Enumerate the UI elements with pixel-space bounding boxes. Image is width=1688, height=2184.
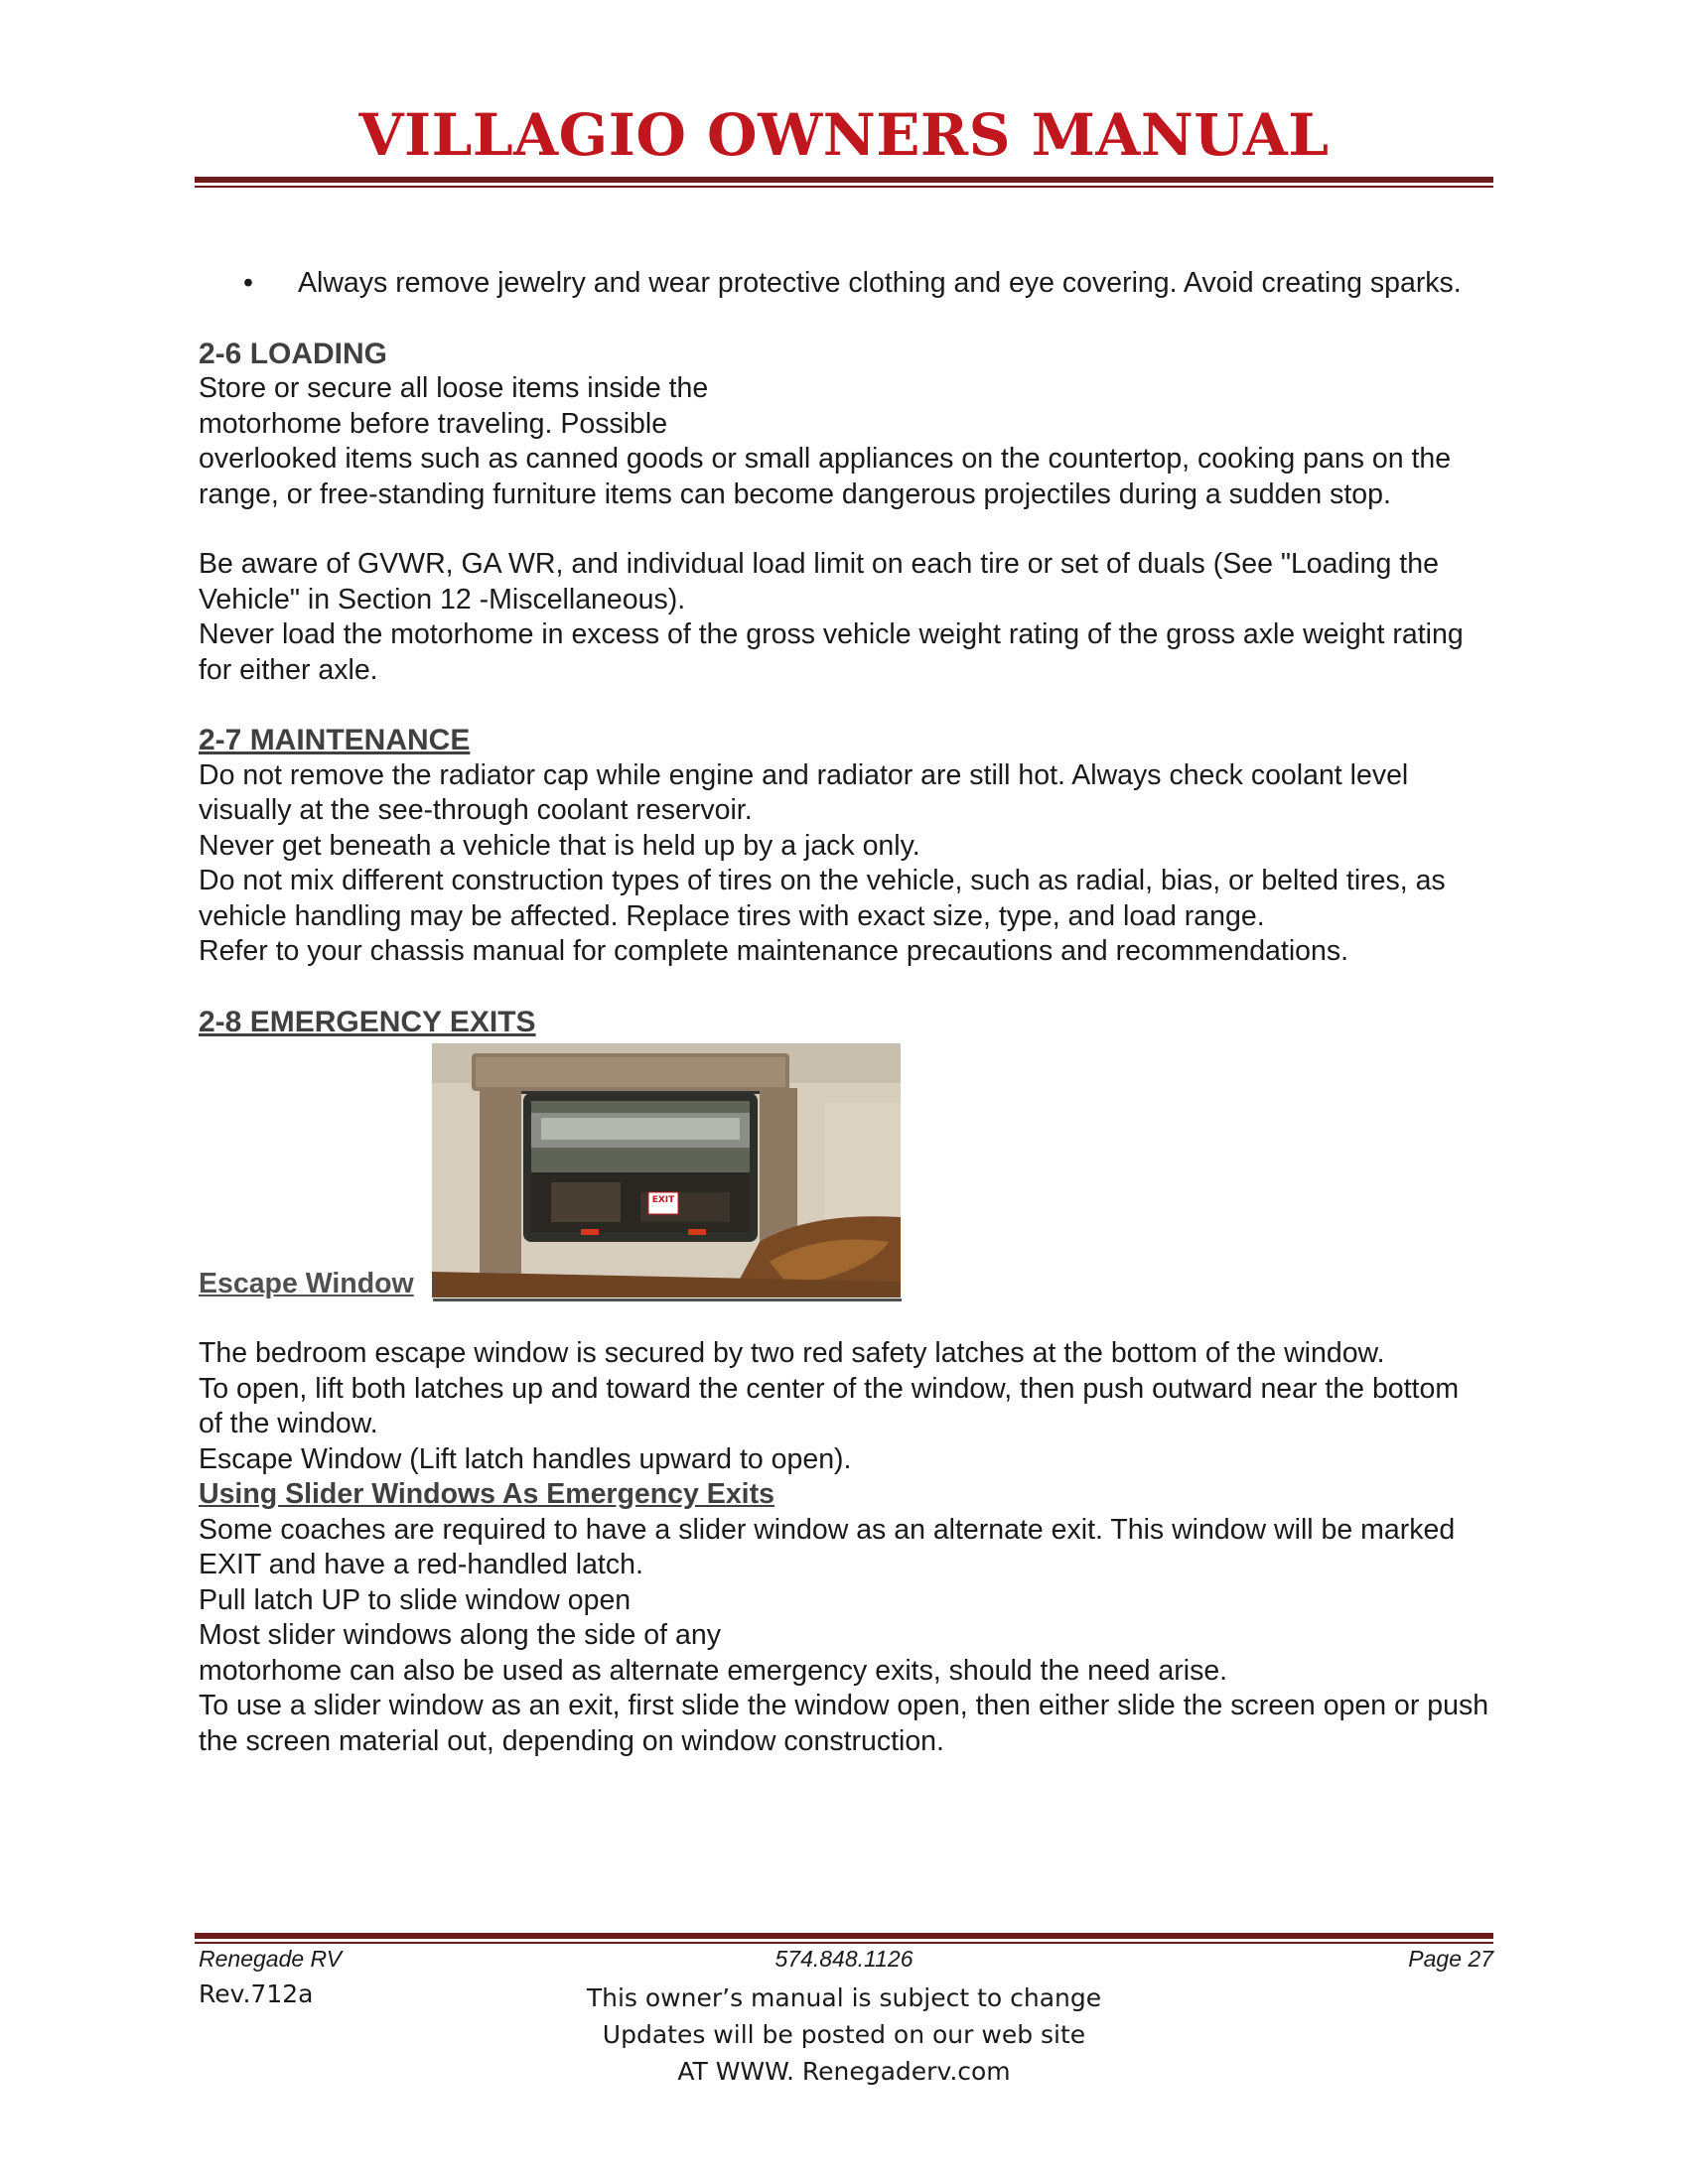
maintenance-line: Do not mix different construction types of tires on the vehicle, such as radial, bias, or belted tires, as vehicle handling may be affected. Replace tires with exact size, type, and load range.	[199, 865, 1446, 932]
loading-line: motorhome before traveling. Possible	[199, 407, 668, 440]
maintenance-line: Never get beneath a vehicle that is held up by a jack only.	[199, 829, 920, 862]
loading-line: Store or secure all loose items inside the	[199, 372, 709, 404]
header-rule	[195, 177, 1493, 188]
bullet-item	[199, 266, 1489, 302]
bullet-text: Always remove jewelry and wear protective clothing and eye covering. Avoid creating sparks.	[298, 267, 1462, 299]
photo-underline	[433, 1298, 902, 1301]
page-title: VILLAGIO OWNERS MANUAL	[358, 101, 1330, 169]
slider-windows-subheading: Using Slider Windows As Emergency Exits	[199, 1478, 774, 1510]
footer-note: AT WWW. Renegaderv.com	[677, 2057, 1011, 2086]
footer-phone: 574.848.1126	[774, 1946, 914, 1972]
escape-window-photo	[432, 1043, 901, 1297]
emergency-line: The bedroom escape window is secured by two red safety latches at the bottom of the window.	[199, 1337, 1385, 1369]
maintenance-line: Do not remove the radiator cap while engine and radiator are still hot. Always check coolant level visually at the see-through coolant reservoir.	[199, 758, 1409, 826]
exit-sign-text: EXIT	[651, 1195, 675, 1205]
footer-note: Updates will be posted on our web site	[602, 2020, 1086, 2049]
page-content	[199, 266, 1489, 1759]
photo-caption: Escape Window	[199, 1267, 414, 1299]
emergency-line: Escape Window (Lift latch handles upward to open).	[199, 1442, 852, 1475]
footer-company: Renegade RV	[199, 1946, 343, 1972]
emergency-line: To open, lift both latches up and toward the center of the window, then push outward near the bottom of the window.	[199, 1372, 1460, 1439]
escape-window-figure	[199, 1039, 1489, 1301]
slider-line: motorhome can also be used as alternate emergency exits, should the need arise.	[199, 1654, 1228, 1687]
bullet-dot: •	[243, 267, 253, 299]
footer-rule	[195, 1933, 1493, 1944]
slider-line: To use a slider window as an exit, first slide the window open, then either slide the screen open or push the screen material out, depending on window construction.	[199, 1690, 1489, 1757]
slider-line: Pull latch UP to slide window open	[199, 1583, 632, 1616]
slider-line: Most slider windows along the side of any	[199, 1619, 721, 1651]
slider-line: Some coaches are required to have a slider window as an alternate exit. This window will be marked EXIT and have a red-handled latch.	[199, 1513, 1456, 1580]
footer-page-number: Page 27	[1408, 1946, 1493, 1972]
loading-para: Never load the motorhome in excess of the gross vehicle weight rating of the gross axle weight rating for either axle.	[199, 618, 1464, 686]
section-maintenance-heading: 2-7 MAINTENANCE	[199, 724, 471, 756]
section-emergency-heading: 2-8 EMERGENCY EXITS	[199, 1005, 536, 1038]
maintenance-line: Refer to your chassis manual for complete maintenance precautions and recommendations.	[199, 935, 1349, 967]
section-loading-heading: 2-6 LOADING	[199, 337, 388, 370]
loading-line: overlooked items such as canned goods or small appliances on the countertop, cooking pans on the range, or free-standing furniture items can become dangerous projectiles during a sudden stop.	[199, 443, 1452, 510]
footer-note: This owner’s manual is subject to change	[586, 1983, 1102, 2012]
footer-revision: Rev.712a	[199, 1979, 314, 2008]
loading-para: Be aware of GVWR, GA WR, and individual load limit on each tire or set of duals (See "Loading the Vehicle" in Section 12 -Miscellaneous).	[199, 548, 1439, 615]
footer-notes	[0, 1979, 1688, 2090]
